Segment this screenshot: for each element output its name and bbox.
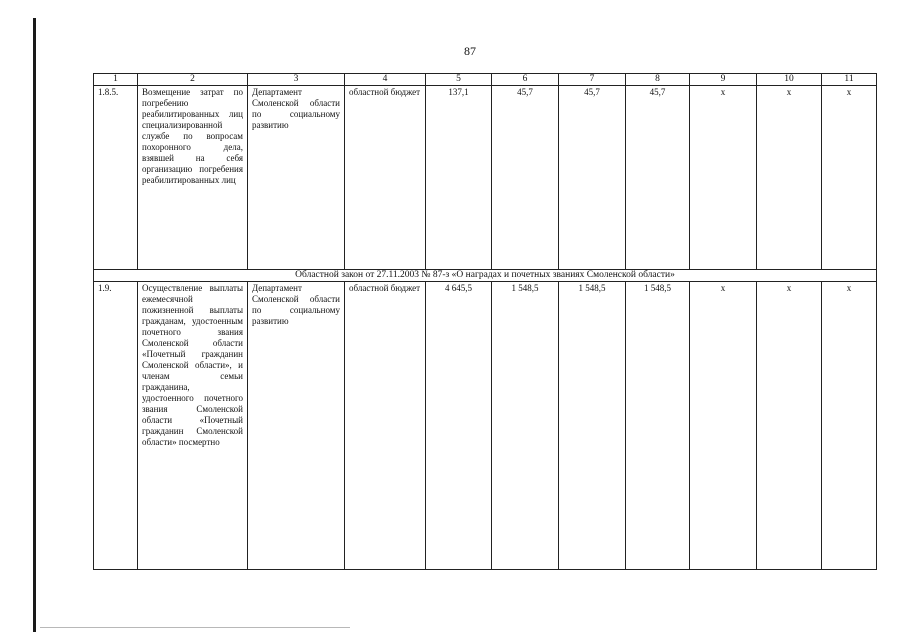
row-col-9: x — [690, 282, 757, 570]
column-header: 3 — [248, 74, 345, 86]
section-title: Областной закон от 27.11.2003 № 87-з «О наградах и почетных званиях Смоленской области» — [94, 270, 877, 282]
row-code: 1.8.5. — [94, 86, 138, 270]
row-executor: Департамент Смоленской области по социальному развитию — [248, 282, 345, 570]
row-year-2: 1 548,5 — [559, 282, 626, 570]
program-table — [93, 73, 877, 570]
column-header: 1 — [94, 74, 138, 86]
row-source: областной бюджет — [345, 86, 426, 270]
row-source: областной бюджет — [345, 282, 426, 570]
scan-artifact-line — [40, 627, 350, 628]
row-col-11: x — [822, 86, 877, 270]
column-header: 6 — [492, 74, 559, 86]
row-col-10: x — [757, 86, 822, 270]
column-header: 10 — [757, 74, 822, 86]
table-row — [94, 86, 877, 270]
column-header: 4 — [345, 74, 426, 86]
column-header: 9 — [690, 74, 757, 86]
row-col-10: x — [757, 282, 822, 570]
row-year-3: 1 548,5 — [626, 282, 690, 570]
row-col-9: x — [690, 86, 757, 270]
row-description: Возмещение затрат по погребению реабилитированных лиц специализированной службе по вопросам похоронного дела, взявшей на себя организацию погребения реабилитированных лиц — [138, 86, 248, 270]
page-number: 87 — [464, 44, 476, 58]
column-header: 8 — [626, 74, 690, 86]
column-header: 7 — [559, 74, 626, 86]
column-header: 2 — [138, 74, 248, 86]
row-description: Осуществление выплаты ежемесячной пожизненной выплаты гражданам, удостоенным почетного звания Смоленской области «Почетный гражданин Смоленской области», и членам семьи гражданина, удостоенного почетного звания Смоленской области «Почетный гражданин Смоленской области» посмертно — [138, 282, 248, 570]
row-year-1: 45,7 — [492, 86, 559, 270]
row-year-2: 45,7 — [559, 86, 626, 270]
section-row — [94, 270, 877, 282]
row-year-1: 1 548,5 — [492, 282, 559, 570]
table-header-row — [94, 74, 877, 86]
row-executor: Департамент Смоленской области по социальному развитию — [248, 86, 345, 270]
row-total: 137,1 — [426, 86, 492, 270]
table-row — [94, 282, 877, 570]
column-header: 11 — [822, 74, 877, 86]
row-year-3: 45,7 — [626, 86, 690, 270]
row-col-11: x — [822, 282, 877, 570]
binding-edge-line — [33, 18, 36, 632]
column-header: 5 — [426, 74, 492, 86]
row-total: 4 645,5 — [426, 282, 492, 570]
row-code: 1.9. — [94, 282, 138, 570]
